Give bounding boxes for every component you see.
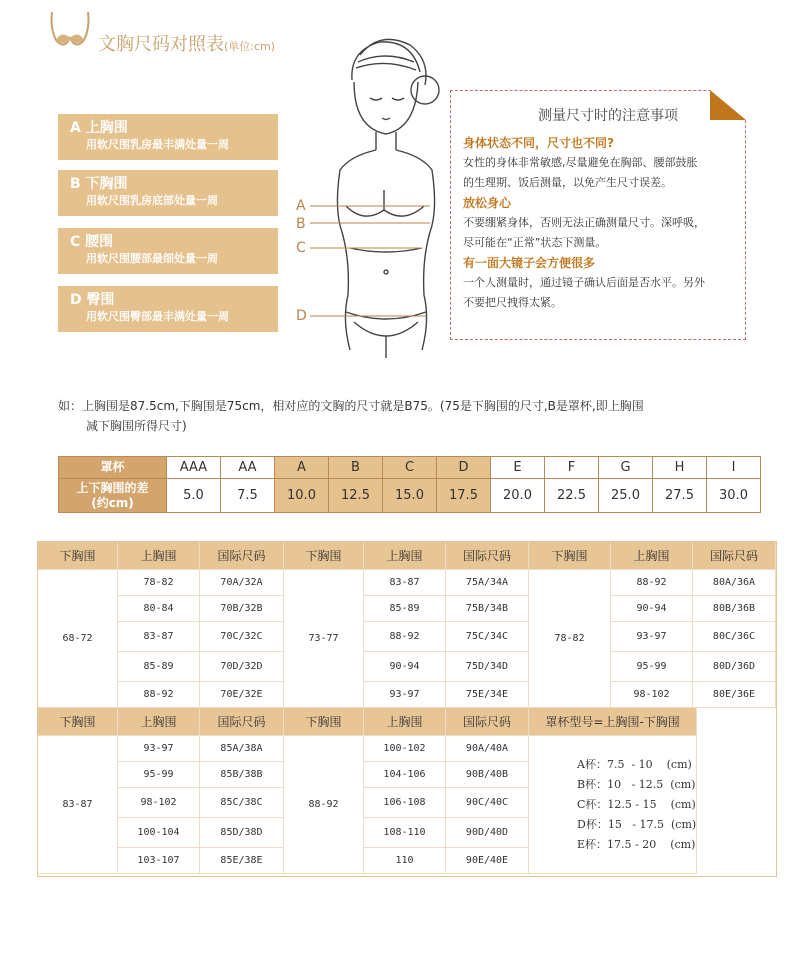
header-under-bust: 下胸围 [38, 542, 118, 570]
intl-size-cell: 70D/32D [200, 652, 284, 682]
size-table-header-row [38, 542, 776, 570]
upper-bust-cell: 103-107 [118, 848, 200, 874]
formula-line: E杯：17.5 - 20 (cm) [577, 837, 696, 851]
table-row [38, 596, 776, 622]
cup-cell: G [599, 457, 653, 479]
formula-line: A杯：7.5 - 10 (cm) [577, 757, 692, 771]
intl-size-cell: 75A/34A [446, 570, 529, 596]
notes-title: 测量尺寸时的注意事项 [538, 108, 678, 124]
upper-bust-cell: 110 [364, 848, 446, 874]
notes-box [450, 90, 746, 340]
measure-desc: 用软尺围乳房底部处量一周 [86, 194, 218, 207]
header-under-bust: 下胸围 [38, 708, 118, 736]
header-upper-bust: 上胸围 [118, 708, 200, 736]
formula-line: B杯：10 - 12.5 (cm) [577, 777, 696, 791]
cup-cell: B [329, 457, 383, 479]
intl-size-cell: 85B/38B [200, 762, 284, 788]
header-intl-size: 国际尺码 [200, 542, 284, 570]
table-row [38, 570, 776, 596]
upper-bust-cell: 85-89 [364, 596, 446, 622]
measure-name: D 臀围 [70, 292, 115, 308]
intl-size-cell: 80B/36B [693, 596, 776, 622]
intl-size-cell: 80D/36D [693, 652, 776, 682]
upper-bust-cell: 83-87 [364, 570, 446, 596]
diff-cell: 17.5 [437, 479, 491, 513]
header-intl-size: 国际尺码 [693, 542, 776, 570]
note-text: 尽可能在“正常”状态下测量。 [463, 236, 607, 249]
note-text: 的生理期、饭后测量，以免产生尺寸误差。 [463, 176, 672, 189]
size-table-bottom [37, 707, 697, 874]
measure-box-b [58, 170, 278, 216]
body-figure-illustration [290, 10, 470, 360]
measure-name: C 腰围 [70, 234, 114, 250]
size-table-header-row [38, 708, 697, 736]
header-formula: 罩杯型号=上胸围-下胸围 [529, 708, 697, 736]
upper-bust-cell: 104-106 [364, 762, 446, 788]
cup-row-header: 罩杯 [59, 457, 167, 479]
intl-size-cell: 90B/40B [446, 762, 529, 788]
header-intl-size: 国际尺码 [200, 708, 284, 736]
figure-label-a: A [296, 198, 306, 214]
note-heading: 放松身心 [463, 196, 512, 210]
upper-bust-cell: 88-92 [611, 570, 693, 596]
diff-cell: 5.0 [167, 479, 221, 513]
example-line: 如：上胸围是87.5cm,下胸围是75cm，相对应的文胸的尺寸就是B75。(75是下胸围的尺寸,B是罩杯,即上胸围 [58, 399, 644, 413]
figure-label-d: D [296, 308, 307, 324]
under-bust-cell: 88-92 [284, 736, 364, 874]
upper-bust-cell: 93-97 [611, 622, 693, 652]
intl-size-cell: 75B/34B [446, 596, 529, 622]
upper-bust-cell: 93-97 [118, 736, 200, 762]
intl-size-cell: 75C/34C [446, 622, 529, 652]
example-text [58, 396, 758, 436]
upper-bust-cell: 98-102 [118, 788, 200, 818]
cup-cell: E [491, 457, 545, 479]
note-text: 一个人测量时，通过镜子确认后面是否水平。另外 [463, 276, 705, 289]
diff-cell: 25.0 [599, 479, 653, 513]
measure-desc: 用软尺围臀部最丰满处量一周 [86, 310, 229, 323]
diff-cell: 27.5 [653, 479, 707, 513]
cup-difference-table [58, 456, 761, 513]
under-bust-cell: 68-72 [38, 570, 118, 708]
measure-box-c [58, 228, 278, 274]
bra-icon [46, 6, 94, 50]
header-upper-bust: 上胸围 [118, 542, 200, 570]
intl-size-cell: 85E/38E [200, 848, 284, 874]
measure-name: A 上胸围 [70, 120, 128, 136]
table-row [38, 622, 776, 652]
diff-cell: 12.5 [329, 479, 383, 513]
title-text: 文胸尺码对照表 [98, 34, 224, 55]
diff-row [59, 479, 761, 513]
note-text: 不要绷紧身体，否则无法正确测量尺寸。深呼吸， [463, 216, 705, 229]
upper-bust-cell: 100-102 [364, 736, 446, 762]
formula-line: C杯：12.5 - 15 (cm) [577, 797, 696, 811]
under-bust-cell: 78-82 [529, 570, 611, 708]
measure-desc: 用软尺围乳房最丰满处量一周 [86, 138, 229, 151]
upper-bust-cell: 78-82 [118, 570, 200, 596]
upper-bust-cell: 93-97 [364, 682, 446, 708]
figure-label-c: C [296, 240, 306, 256]
intl-size-cell: 85A/38A [200, 736, 284, 762]
upper-bust-cell: 95-99 [118, 762, 200, 788]
intl-size-cell: 75E/34E [446, 682, 529, 708]
cup-row [59, 457, 761, 479]
note-heading: 身体状态不同，尺寸也不同? [463, 136, 614, 150]
diff-cell: 30.0 [707, 479, 761, 513]
intl-size-cell: 80C/36C [693, 622, 776, 652]
upper-bust-cell: 95-99 [611, 652, 693, 682]
cup-formula-cell [529, 736, 697, 874]
intl-size-cell: 90D/40D [446, 818, 529, 848]
cup-cell: AAA [167, 457, 221, 479]
folded-corner-icon [710, 90, 746, 120]
cup-cell: D [437, 457, 491, 479]
size-table-top [37, 541, 776, 708]
measure-box-d [58, 286, 278, 332]
intl-size-cell: 85D/38D [200, 818, 284, 848]
cup-cell: F [545, 457, 599, 479]
table-row [38, 736, 697, 762]
cup-cell: A [275, 457, 329, 479]
header-under-bust: 下胸围 [284, 542, 364, 570]
header-upper-bust: 上胸围 [611, 542, 693, 570]
figure-label-b: B [296, 216, 306, 232]
cup-cell: I [707, 457, 761, 479]
intl-size-cell: 90A/40A [446, 736, 529, 762]
cup-cell: C [383, 457, 437, 479]
intl-size-cell: 70B/32B [200, 596, 284, 622]
upper-bust-cell: 106-108 [364, 788, 446, 818]
upper-bust-cell: 108-110 [364, 818, 446, 848]
cup-cell: H [653, 457, 707, 479]
header-intl-size: 国际尺码 [446, 708, 529, 736]
title-unit: (单位:cm) [224, 40, 276, 53]
intl-size-cell: 75D/34D [446, 652, 529, 682]
intl-size-cell: 80E/36E [693, 682, 776, 708]
upper-bust-cell: 85-89 [118, 652, 200, 682]
page-title [98, 30, 275, 56]
example-line: 减下胸围所得尺寸) [86, 419, 187, 433]
intl-size-cell: 85C/38C [200, 788, 284, 818]
diff-cell: 10.0 [275, 479, 329, 513]
measure-desc: 用软尺围腰部最细处量一周 [86, 252, 218, 265]
intl-size-cell: 90C/40C [446, 788, 529, 818]
upper-bust-cell: 80-84 [118, 596, 200, 622]
intl-size-cell: 70E/32E [200, 682, 284, 708]
header-upper-bust: 上胸围 [364, 542, 446, 570]
note-heading: 有一面大镜子会方便很多 [463, 256, 596, 270]
upper-bust-cell: 90-94 [611, 596, 693, 622]
header-upper-bust: 上胸围 [364, 708, 446, 736]
upper-bust-cell: 98-102 [611, 682, 693, 708]
diff-cell: 20.0 [491, 479, 545, 513]
under-bust-cell: 73-77 [284, 570, 364, 708]
note-text: 不要把尺拽得太紧。 [463, 296, 562, 309]
cup-cell: AA [221, 457, 275, 479]
diff-header-line: 上下胸围的差 [76, 480, 149, 495]
upper-bust-cell: 88-92 [118, 682, 200, 708]
upper-bust-cell: 90-94 [364, 652, 446, 682]
upper-bust-cell: 83-87 [118, 622, 200, 652]
diff-header-line: (约cm) [91, 495, 134, 510]
under-bust-cell: 83-87 [38, 736, 118, 874]
diff-cell: 22.5 [545, 479, 599, 513]
intl-size-cell: 80A/36A [693, 570, 776, 596]
intl-size-cell: 70C/32C [200, 622, 284, 652]
upper-bust-cell: 88-92 [364, 622, 446, 652]
header-under-bust: 下胸围 [529, 542, 611, 570]
measure-name: B 下胸围 [70, 176, 128, 192]
diff-row-header [59, 479, 167, 513]
intl-size-cell: 90E/40E [446, 848, 529, 874]
table-row [38, 652, 776, 682]
upper-bust-cell: 100-104 [118, 818, 200, 848]
header-intl-size: 国际尺码 [446, 542, 529, 570]
table-row [38, 682, 776, 708]
header-under-bust: 下胸围 [284, 708, 364, 736]
formula-line: D杯：15 - 17.5 (cm) [577, 817, 697, 831]
diff-cell: 7.5 [221, 479, 275, 513]
intl-size-cell: 70A/32A [200, 570, 284, 596]
note-text: 女性的身体非常敏感,尽量避免在胸部、腰部鼓胀 [463, 156, 698, 169]
diff-cell: 15.0 [383, 479, 437, 513]
measure-box-a [58, 114, 278, 160]
